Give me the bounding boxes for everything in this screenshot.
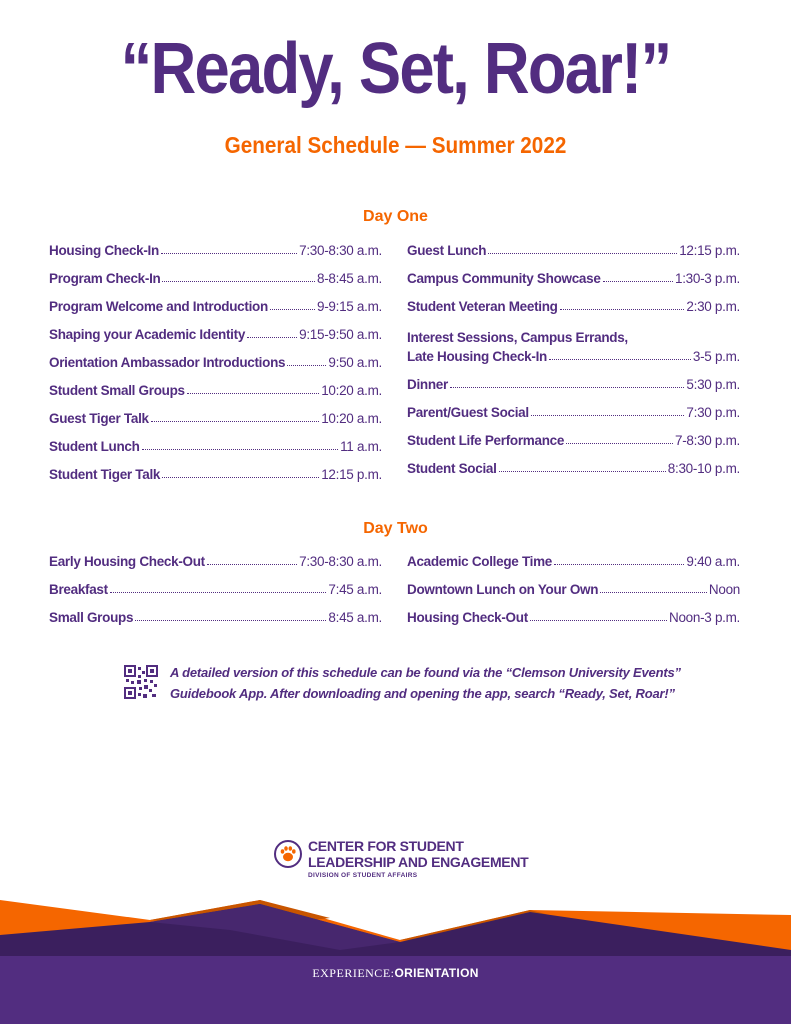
event-time: 9:50 a.m.	[328, 355, 382, 370]
event-label: Interest Sessions, Campus Errands,	[407, 330, 628, 345]
event-time: 5:30 p.m.	[686, 377, 740, 392]
schedule-row	[407, 569, 740, 597]
event-time: 8:30-10 p.m.	[667, 461, 740, 476]
event-time: Noon-3 p.m.	[669, 610, 740, 625]
event-time: 7:30-8:30 a.m.	[299, 554, 382, 569]
event-label-continued: Late Housing Check-In	[407, 349, 547, 364]
event-label: Guest Lunch	[407, 243, 487, 258]
leader-dots	[488, 253, 677, 254]
footer-orientation: ORIENTATION	[394, 966, 479, 980]
event-time: 9-9:15 a.m.	[317, 299, 382, 314]
schedule-row	[407, 448, 740, 476]
event-time: 9:40 a.m.	[686, 554, 740, 569]
event-time: 2:30 p.m.	[686, 299, 740, 314]
event-label: Academic College Time	[407, 554, 553, 569]
schedule-row	[49, 258, 382, 286]
schedule-row	[49, 541, 382, 569]
footer-brand	[0, 966, 791, 981]
leader-dots	[531, 415, 685, 416]
leader-dots	[142, 449, 338, 450]
leader-dots	[549, 359, 691, 360]
schedule-row	[407, 597, 740, 625]
schedule-row	[49, 230, 382, 258]
event-label: Campus Community Showcase	[407, 271, 601, 286]
event-time: 1:30-3 p.m.	[675, 271, 740, 286]
event-time: 11 a.m.	[340, 439, 382, 454]
event-label: Student Life Performance	[407, 433, 565, 448]
schedule-row	[407, 230, 740, 258]
leader-dots	[247, 337, 297, 338]
page-subtitle: General Schedule — Summer 2022	[224, 132, 567, 158]
event-label: Early Housing Check-Out	[49, 554, 205, 569]
leader-dots	[161, 253, 297, 254]
schedule-row	[49, 569, 382, 597]
schedule-row	[49, 370, 382, 398]
note-line-1: A detailed version of this schedule can be found via the “Clemson University Events”	[170, 665, 681, 680]
event-time: 8:45 a.m.	[328, 610, 382, 625]
page-title: “Ready, Set, Roar!”	[120, 29, 671, 109]
event-time: 7-8:30 p.m.	[675, 433, 740, 448]
note-line-2: Guidebook App. After downloading and opening the app, search “Ready, Set, Roar!”	[170, 686, 675, 701]
leader-dots	[287, 365, 326, 366]
leader-dots	[450, 387, 684, 388]
schedule-row	[407, 314, 740, 364]
day-two-heading: Day Two	[363, 520, 428, 537]
event-time: 12:15 p.m.	[679, 243, 740, 258]
schedule-row	[49, 597, 382, 625]
day-one-left-column	[49, 230, 382, 482]
event-time: 10:20 a.m.	[321, 411, 382, 426]
leader-dots	[162, 281, 315, 282]
event-label: Student Veteran Meeting	[407, 299, 558, 314]
leader-dots	[187, 393, 319, 394]
event-time: Noon	[708, 582, 740, 597]
event-time: 12:15 p.m.	[321, 467, 382, 482]
event-label: Parent/Guest Social	[407, 405, 529, 420]
event-label: Orientation Ambassador Introductions	[49, 355, 286, 370]
tiger-paw-icon	[274, 840, 302, 868]
schedule-row	[407, 364, 740, 392]
qr-code-icon[interactable]	[124, 665, 158, 699]
leader-dots	[566, 443, 673, 444]
schedule-row	[407, 541, 740, 569]
leader-dots	[207, 564, 297, 565]
leader-dots	[270, 309, 315, 310]
schedule-row	[49, 426, 382, 454]
leader-dots	[162, 477, 319, 478]
event-time: 7:45 a.m.	[328, 582, 382, 597]
schedule-row	[49, 286, 382, 314]
event-label: Small Groups	[49, 610, 134, 625]
leader-dots	[600, 592, 707, 593]
leader-dots	[151, 421, 319, 422]
schedule-row	[407, 258, 740, 286]
schedule-row	[49, 314, 382, 342]
event-label: Shaping your Academic Identity	[49, 327, 246, 342]
event-label: Program Welcome and Introduction	[49, 299, 268, 314]
note-text	[170, 662, 730, 704]
event-label: Student Lunch	[49, 439, 140, 454]
schedule-row	[407, 286, 740, 314]
event-time: 8-8:45 a.m.	[317, 271, 382, 286]
leader-dots	[110, 592, 327, 593]
event-label: Downtown Lunch on Your Own	[407, 582, 599, 597]
day-two-left-column	[49, 541, 382, 625]
leader-dots	[135, 620, 326, 621]
event-time: 7:30-8:30 a.m.	[299, 243, 382, 258]
leader-dots	[530, 620, 667, 621]
event-label: Student Small Groups	[49, 383, 185, 398]
leader-dots	[554, 564, 684, 565]
event-time: 3-5 p.m.	[692, 349, 740, 364]
logo-line-2: LEADERSHIP AND ENGAGEMENT	[308, 854, 529, 870]
schedule-row	[407, 392, 740, 420]
day-one-heading: Day One	[363, 208, 428, 225]
event-label: Housing Check-Out	[407, 610, 528, 625]
day-two-right-column	[407, 541, 740, 625]
leader-dots	[603, 281, 673, 282]
event-time: 9:15-9:50 a.m.	[299, 327, 382, 342]
day-one-right-column	[407, 230, 740, 476]
logo-line-1: CENTER FOR STUDENT	[308, 838, 464, 854]
logo-subtitle: DIVISION OF STUDENT AFFAIRS	[308, 872, 418, 879]
event-label: Student Social	[407, 461, 497, 476]
schedule-row	[49, 342, 382, 370]
leader-dots	[560, 309, 685, 310]
event-label: Student Tiger Talk	[49, 467, 161, 482]
event-label: Breakfast	[49, 582, 108, 597]
leader-dots	[499, 471, 666, 472]
event-label: Program Check-In	[49, 271, 161, 286]
event-label: Housing Check-In	[49, 243, 159, 258]
event-label: Guest Tiger Talk	[49, 411, 149, 426]
footer-experience: EXPERIENCE:	[312, 966, 395, 980]
schedule-row	[49, 454, 382, 482]
schedule-row	[49, 398, 382, 426]
event-time: 10:20 a.m.	[321, 383, 382, 398]
schedule-row	[407, 420, 740, 448]
event-label: Dinner	[407, 377, 448, 392]
event-time: 7:30 p.m.	[686, 405, 740, 420]
footer-banner	[0, 890, 791, 1024]
